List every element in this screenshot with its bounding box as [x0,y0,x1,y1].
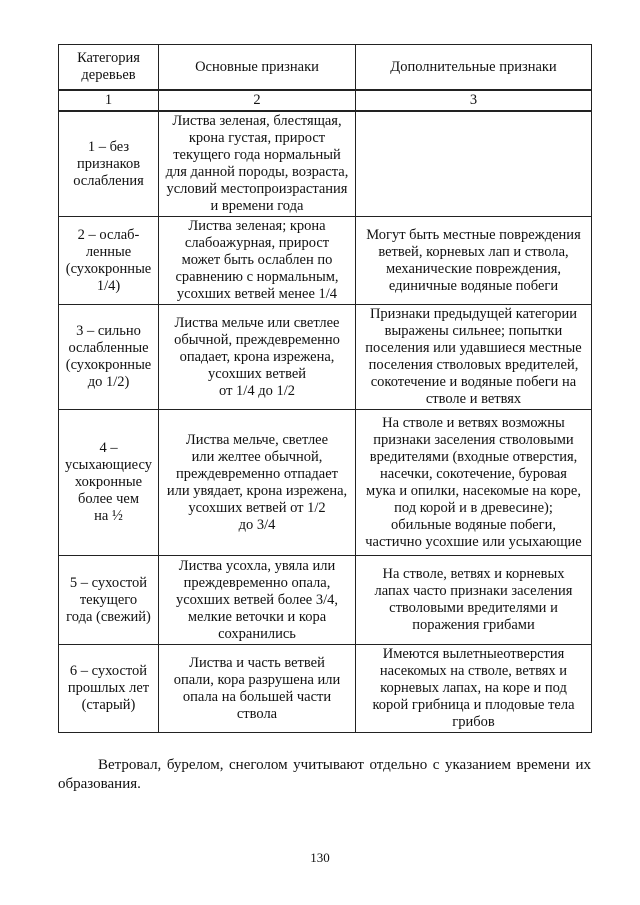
column-number: 3 [356,90,592,111]
main-signs-cell: Листва усохла, увяла или преждевременно опала, усохших ветвей более 3/4, мелкие веточки и кора сохранились [159,556,356,645]
category-cell: 6 – сухостой прошлых лет (старый) [59,645,159,733]
table-row [59,410,592,556]
extra-signs-cell: На стволе и ветвях возможны признаки заселения стволовыми вредителями (входные отверстия, насечки, сокотечение, буровая мука и опилки, насекомые на коре, под корой и в древесине); обильные водяные побеги, частично усохшие или усыхающие [356,410,592,556]
extra-signs-cell: Могут быть местные повреждения ветвей, корневых лап и ствола, механические повреждения, единичные водяные побеги [356,217,592,305]
extra-signs-cell: На стволе, ветвях и корневых лапах часто признаки заселения стволовыми вредителями и поражения грибами [356,556,592,645]
main-signs-cell: Листва зеленая; крона слабоажурная, прирост может быть ослаблен по сравнению с нормальным, усохших ветвей менее 1/4 [159,217,356,305]
table-header-row [59,45,592,91]
category-cell: 4 – усыхающиесу хокронные более чем на ½ [59,410,159,556]
footnote-paragraph: Ветровал, бурелом, снеголом учитывают отдельно с указанием времени их образования. [58,757,591,792]
column-number: 1 [59,90,159,111]
main-signs-cell: Листва и часть ветвей опали, кора разрушена или опала на большей части ствола [159,645,356,733]
category-cell: 2 – ослаб- ленные (сухокронные 1/4) [59,217,159,305]
main-signs-cell: Листва мельче, светлее или желтее обычной, преждевременно отпадает или увядает, крона изрежена, усохших ветвей от 1/2 до 3/4 [159,410,356,556]
table-row [59,217,592,305]
main-signs-cell: Листва зеленая, блестящая, крона густая, прирост текущего года нормальный для данной породы, возраста, условий местопроизрастания и времени года [159,111,356,217]
table-row [59,111,592,217]
extra-signs-cell: Имеются вылетныеотверстия насекомых на стволе, ветвях и корневых лапах, на коре и под корой грибница и плодовые тела грибов [356,645,592,733]
table-row [59,645,592,733]
page-number: 130 [310,850,330,865]
category-cell: 1 – без признаков ослабления [59,111,159,217]
extra-signs-cell: Признаки предыдущей категории выражены сильнее; попытки поселения или удавшиеся местные поселения стволовых вредителей, сокотечение и водяные побеги на стволе и ветвях [356,305,592,410]
extra-signs-cell [356,111,592,217]
column-number-row [59,90,592,111]
column-number: 2 [159,90,356,111]
header-category: Категория деревьев [59,45,159,91]
main-signs-cell: Листва мельче или светлее обычной, преждевременно опадает, крона изрежена, усохших ветвей от 1/4 до 1/2 [159,305,356,410]
table-row [59,305,592,410]
table-row [59,556,592,645]
header-extra-signs: Дополнительные признаки [356,45,592,91]
tree-category-table [58,44,592,733]
header-main-signs: Основные признаки [159,45,356,91]
category-cell: 5 – сухостой текущего года (свежий) [59,556,159,645]
category-cell: 3 – сильно ослабленные (сухокронные до 1/2) [59,305,159,410]
